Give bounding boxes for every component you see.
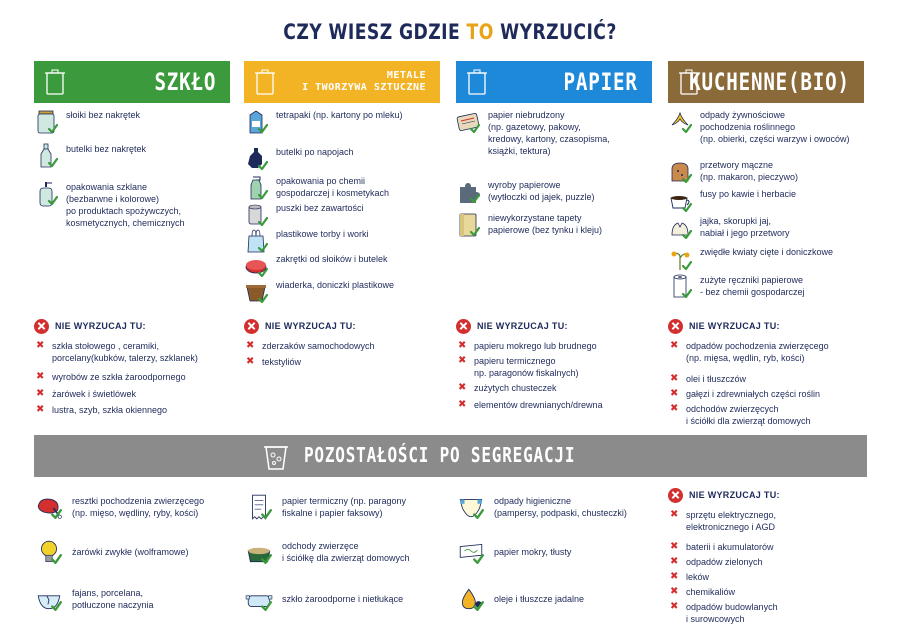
category-column-4 [668, 61, 864, 426]
list-item [244, 228, 464, 254]
item-icon-wrap [456, 538, 486, 566]
item-label: butelki po napojach [276, 147, 354, 157]
coffee-cup-icon [668, 188, 692, 214]
item-icon-wrap [34, 109, 58, 135]
x-mark-icon: ✖ [246, 340, 255, 351]
do-not-throw-section [668, 318, 878, 426]
prohibited-icon [34, 319, 49, 334]
spray-bottle-icon [244, 175, 268, 201]
light-bulb-icon [34, 538, 64, 566]
item-label: papier niebrudzony (np. gazetowy, pakowy, kredowy, kartony, czasopisma, książki, tektura) [488, 110, 610, 156]
x-mark-icon: ✖ [246, 356, 255, 367]
do-not-throw-text: wyrobów ze szkła żaroodpornego [52, 372, 186, 382]
list-item [34, 493, 254, 521]
paper-bin-icon [466, 68, 488, 96]
item-label: opakowania po chemii gospodarczej i kosmetykach [276, 176, 390, 198]
wet-paper-icon [456, 538, 486, 566]
list-item [244, 493, 464, 521]
category-header [34, 61, 230, 103]
plastic-bag-icon [244, 228, 268, 254]
item-label: żarówki zwykłe (wolframowe) [72, 547, 189, 557]
category-title: PAPIER [563, 68, 638, 96]
x-mark-icon: ✖ [458, 399, 467, 410]
item-label: resztki pochodzenia zwierzęcego (np. mięso, wędliny, ryby, kości) [72, 496, 205, 518]
do-not-throw-item [668, 541, 888, 553]
bottle-icon [34, 143, 58, 169]
do-not-throw-section [456, 318, 666, 410]
do-not-throw-section [34, 318, 244, 415]
item-label: zakrętki od słoików i butelek [276, 254, 388, 264]
do-not-throw-text: papieru mokrego lub brudnego [474, 341, 597, 351]
item-icon-wrap [34, 538, 64, 566]
do-not-throw-label: NIE WYRZUCAJ TU: [689, 321, 780, 331]
do-not-throw-section [244, 318, 454, 367]
do-not-throw-item [668, 571, 888, 583]
wallpaper-roll-icon [456, 212, 480, 238]
item-icon-wrap [244, 146, 268, 172]
item-icon-wrap [456, 179, 480, 205]
jar-icon [34, 109, 58, 135]
list-item [456, 538, 676, 566]
x-mark-icon: ✖ [36, 388, 45, 399]
item-icon-wrap [34, 143, 58, 169]
do-not-throw-text: olei i tłuszczów [686, 374, 747, 384]
list-item [244, 175, 464, 201]
category-column-2 [244, 61, 440, 367]
item-label: odchody zwierzęce i ściółkę dla zwierząt domowych [282, 541, 410, 563]
item-label: wiaderka, doniczki plastikowe [276, 280, 395, 290]
do-not-throw-item [34, 404, 254, 416]
item-icon-wrap [456, 212, 480, 238]
category-header [456, 61, 652, 103]
item-label: papier termiczny (np. paragony fiskalne i papier faksowy) [282, 496, 407, 518]
list-item [244, 279, 464, 305]
list-item [34, 538, 254, 566]
do-not-throw-label: NIE WYRZUCAJ TU: [265, 321, 356, 331]
do-not-throw-text: elementów drewnianych/drewna [474, 400, 603, 410]
list-item [34, 585, 254, 613]
do-not-throw-header [456, 318, 666, 334]
do-not-throw-header [34, 318, 244, 334]
broken-bowl-icon [34, 585, 64, 613]
do-not-throw-label: NIE WYRZUCAJ TU: [477, 321, 568, 331]
category-header [244, 61, 440, 103]
item-icon-wrap [668, 188, 692, 214]
item-icon-wrap [244, 253, 268, 279]
list-item [244, 585, 464, 613]
do-not-throw-header [668, 487, 878, 503]
rest-title: POZOSTAŁOŚCI PO SEGREGACJI [304, 443, 576, 467]
category-title: METALE I TWORZYWA SZTUCZNE [302, 70, 426, 93]
item-icon-wrap [668, 159, 692, 185]
do-not-throw-text: sprzętu elektrycznego, elektronicznego i AGD [686, 510, 777, 532]
rest-bin-icon [262, 441, 290, 471]
list-item [34, 143, 254, 169]
x-mark-icon: ✖ [458, 340, 467, 351]
list-item [456, 493, 676, 521]
x-mark-icon: ✖ [458, 382, 467, 393]
list-item [456, 109, 676, 157]
flower-pot-icon [244, 279, 268, 305]
do-not-throw-label: NIE WYRZUCAJ TU: [55, 321, 146, 331]
do-not-throw-text: baterii i akumulatorów [686, 542, 774, 552]
do-not-throw-text: chemikaliów [686, 587, 736, 597]
prohibited-icon [668, 488, 683, 503]
do-not-throw-header [668, 318, 878, 334]
category-title: KUCHENNE(BIO) [689, 68, 850, 96]
item-label: wyroby papierowe (wytłoczki od jajek, puzzle) [488, 180, 595, 202]
plastic-bottle-icon [244, 146, 268, 172]
item-label: odpady higieniczne (pampersy, podpaski, chusteczki) [494, 496, 627, 518]
list-item [244, 253, 464, 279]
page-title [81, 20, 819, 44]
baking-dish-icon [244, 585, 274, 613]
newspaper-icon [456, 109, 480, 135]
do-not-throw-item [456, 399, 676, 411]
do-not-throw-text: szkła stołowego , ceramiki, porcelany(kubków, talerzy, szklanek) [52, 341, 198, 363]
do-not-throw-text: odpadów budowlanych i surowcowych [686, 602, 778, 624]
item-label: papier mokry, tłusty [494, 547, 572, 557]
item-label: odpady żywnościowe pochodzenia roślinnego (np. obierki, części warzyw i owoców) [700, 110, 850, 144]
item-label: butelki bez nakrętek [66, 144, 147, 154]
item-label: zwiędłe kwiaty cięte i doniczkowe [700, 247, 834, 257]
do-not-throw-item [456, 382, 676, 394]
x-mark-icon: ✖ [670, 586, 679, 597]
category-header [668, 61, 864, 103]
do-not-throw-item [668, 601, 888, 625]
do-not-throw-text: leków [686, 572, 710, 582]
do-not-throw-text: żarówek i świetlówek [52, 389, 137, 399]
do-not-throw-item [456, 355, 676, 379]
x-mark-icon: ✖ [670, 541, 679, 552]
receipt-icon [244, 493, 274, 521]
list-item [456, 179, 676, 205]
item-label: fajans, porcelana, potłuczone naczynia [72, 588, 154, 610]
category-title: SZKŁO [154, 68, 216, 96]
item-icon-wrap [244, 585, 274, 613]
do-not-throw-text: gałęzi i zdrewniałych części roślin [686, 389, 821, 399]
x-mark-icon: ✖ [670, 403, 679, 414]
do-not-throw-text: zderzaków samochodowych [262, 341, 375, 351]
x-mark-icon: ✖ [458, 355, 467, 366]
item-label: plastikowe torby i worki [276, 229, 369, 239]
item-icon-wrap [244, 202, 268, 228]
prohibited-icon [456, 319, 471, 334]
item-label: fusy po kawie i herbacie [700, 189, 797, 199]
x-mark-icon: ✖ [670, 373, 679, 384]
item-icon-wrap [668, 109, 692, 135]
item-icon-wrap [244, 109, 268, 135]
item-label: szkło żaroodporne i nietłukące [282, 594, 404, 604]
do-not-throw-item [456, 340, 676, 352]
item-icon-wrap [244, 538, 274, 566]
item-label: niewykorzystane tapety papierowe (bez tynku i kleju) [488, 213, 603, 235]
x-mark-icon: ✖ [670, 556, 679, 567]
x-mark-icon: ✖ [36, 371, 45, 382]
diaper-icon [456, 493, 486, 521]
x-mark-icon: ✖ [36, 340, 45, 351]
oil-drop-icon [456, 585, 486, 613]
item-icon-wrap [456, 585, 486, 613]
bread-icon [668, 159, 692, 185]
item-label: słoiki bez nakrętek [66, 110, 141, 120]
list-item [244, 109, 464, 135]
category-column-3 [456, 61, 652, 410]
lid-icon [244, 253, 268, 279]
list-item [668, 188, 888, 214]
item-icon-wrap [456, 493, 486, 521]
do-not-throw-item [668, 556, 888, 568]
paper-towel-icon [668, 274, 692, 300]
x-mark-icon: ✖ [670, 601, 679, 612]
carton-icon [244, 109, 268, 135]
list-item [668, 109, 888, 145]
list-item [456, 585, 676, 613]
litter-box-icon [244, 538, 274, 566]
item-icon-wrap [244, 228, 268, 254]
item-icon-wrap [34, 181, 58, 207]
banana-peel-icon [668, 109, 692, 135]
do-not-throw-text: zużytych chusteczek [474, 383, 557, 393]
x-mark-icon: ✖ [670, 509, 679, 520]
x-mark-icon: ✖ [670, 388, 679, 399]
title-accent: TO [466, 20, 494, 44]
item-label: tetrapaki (np. kartony po mleku) [276, 110, 403, 120]
eggshell-icon [668, 215, 692, 241]
item-label: zużyte ręczniki papierowe - bez chemii gospodarczej [700, 275, 805, 297]
rest-do-not-throw-section [668, 487, 878, 624]
metal-plastic-bin-icon [254, 68, 276, 96]
do-not-throw-text: odchodów zwierzęcych i ściółki dla zwierząt domowych [686, 404, 811, 426]
item-icon-wrap [34, 585, 64, 613]
list-item [244, 202, 464, 228]
do-not-throw-item [668, 509, 888, 533]
do-not-throw-text: odpadów pochodzenia zwierzęcego (np. mięsa, wędlin, ryb, kości) [686, 341, 829, 363]
item-icon-wrap [668, 246, 692, 272]
do-not-throw-text: papieru termicznego np. paragonów fiskalnych) [474, 356, 579, 378]
item-label: puszki bez zawartości [276, 203, 364, 213]
dispenser-bottle-icon [34, 181, 58, 207]
item-icon-wrap [456, 109, 480, 135]
list-item [668, 246, 888, 272]
category-column-1 [34, 61, 230, 415]
do-not-throw-item [668, 388, 888, 400]
list-item [668, 215, 888, 241]
title-part2: WYRZUCIĆ? [500, 20, 617, 44]
list-item [244, 538, 464, 566]
item-icon-wrap [668, 215, 692, 241]
prohibited-icon [244, 319, 259, 334]
do-not-throw-item [34, 371, 254, 383]
list-item [34, 181, 254, 229]
do-not-throw-item [668, 373, 888, 385]
item-icon-wrap [244, 175, 268, 201]
title-part1: CZY WIESZ GDZIE [283, 20, 461, 44]
prohibited-icon [668, 319, 683, 334]
glass-bin-icon [44, 68, 66, 96]
x-mark-icon: ✖ [670, 340, 679, 351]
do-not-throw-item [668, 403, 888, 427]
do-not-throw-item [668, 586, 888, 598]
do-not-throw-item [668, 340, 888, 364]
item-icon-wrap [34, 493, 64, 521]
can-icon [244, 202, 268, 228]
item-icon-wrap [668, 274, 692, 300]
list-item [668, 159, 888, 185]
item-label: opakowania szklane (bezbarwne i kolorowe) po produktach spożywczych, kosmetycznych, chemicznych [66, 182, 185, 228]
wilted-flower-icon [668, 246, 692, 272]
do-not-throw-text: tekstyliów [262, 357, 302, 367]
do-not-throw-item [34, 388, 254, 400]
do-not-throw-label: NIE WYRZUCAJ TU: [689, 490, 780, 500]
list-item [244, 146, 464, 172]
puzzle-icon [456, 179, 480, 205]
do-not-throw-text: lustra, szyb, szkła okiennego [52, 405, 168, 415]
item-icon-wrap [244, 493, 274, 521]
list-item [34, 109, 254, 135]
do-not-throw-item [34, 340, 254, 364]
do-not-throw-item [244, 356, 464, 368]
x-mark-icon: ✖ [36, 404, 45, 415]
item-label: przetwory mączne (np. makaron, pieczywo) [700, 160, 799, 182]
list-item [456, 212, 676, 238]
do-not-throw-header [244, 318, 454, 334]
item-icon-wrap [244, 279, 268, 305]
meat-icon [34, 493, 64, 521]
do-not-throw-item [244, 340, 464, 352]
item-label: oleje i tłuszcze jadalne [494, 594, 585, 604]
list-item [668, 274, 888, 300]
item-label: jajka, skorupki jaj, nabiał i jego przetwory [700, 216, 790, 238]
x-mark-icon: ✖ [670, 571, 679, 582]
do-not-throw-text: odpadów zielonych [686, 557, 763, 567]
rest-header [34, 435, 867, 477]
